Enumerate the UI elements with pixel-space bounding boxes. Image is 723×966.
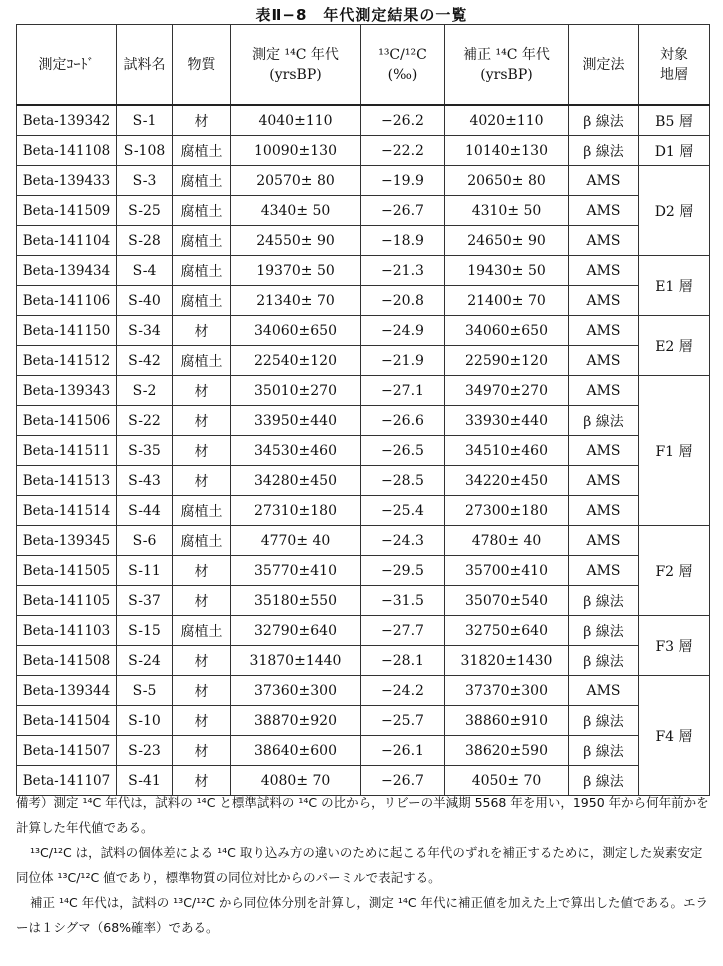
sample-cell: S-25 <box>117 196 173 226</box>
layer-cell: D2 層 <box>639 166 710 256</box>
code-cell: Beta-141105 <box>17 586 117 616</box>
code-cell: Beta-139343 <box>17 376 117 406</box>
corrected-age-cell: 35700±410 <box>445 556 569 586</box>
corrected-age-cell: 19430± 50 <box>445 256 569 286</box>
method-cell: AMS <box>569 376 639 406</box>
material-cell: 腐植土 <box>173 136 231 166</box>
d13-cell: −28.1 <box>361 646 445 676</box>
corrected-age-cell: 24650± 90 <box>445 226 569 256</box>
sample-cell: S-6 <box>117 526 173 556</box>
layer-cell: F2 層 <box>639 526 710 616</box>
corrected-age-cell: 22590±120 <box>445 346 569 376</box>
code-cell: Beta-141514 <box>17 496 117 526</box>
table-title: 表Ⅱ−8 年代測定結果の一覧 <box>255 6 468 24</box>
dating-results-table <box>16 24 710 796</box>
corrected-age-cell: 34970±270 <box>445 376 569 406</box>
d13-cell: −19.9 <box>361 166 445 196</box>
corrected-age-cell: 4780± 40 <box>445 526 569 556</box>
d13-cell: −26.7 <box>361 196 445 226</box>
d13-cell: −24.3 <box>361 526 445 556</box>
table-row <box>17 346 710 376</box>
sample-cell: S-41 <box>117 766 173 796</box>
d13-cell: −24.2 <box>361 676 445 706</box>
code-cell: Beta-141106 <box>17 286 117 316</box>
age-cell: 33950±440 <box>231 406 361 436</box>
sample-cell: S-42 <box>117 346 173 376</box>
table-row <box>17 736 710 766</box>
method-cell: AMS <box>569 496 639 526</box>
age-cell: 4040±110 <box>231 105 361 136</box>
note-3: 補正 ¹⁴C 年代は，試料の ¹³C/¹²C から同位体分別を計算し，測定 ¹⁴C 年代に補正値を加えた上で算出した値である。エラーは１シグマ（68%確率）である。 <box>16 895 709 935</box>
table-row <box>17 526 710 556</box>
header-corrected-age-unit: (yrsBP) <box>480 66 533 83</box>
sample-cell: S-43 <box>117 466 173 496</box>
age-cell: 27310±180 <box>231 496 361 526</box>
table-row <box>17 136 710 166</box>
note-1: 備考）測定 ¹⁴C 年代は，試料の ¹⁴C と標準試料の ¹⁴C の比から，リビーの半減期 5568 年を用い，1950 年から何年前かを計算した年代値である。 <box>16 795 709 835</box>
material-cell: 材 <box>173 586 231 616</box>
layer-cell: D1 層 <box>639 136 710 166</box>
header-layer-line2: 地層 <box>660 66 688 83</box>
age-cell: 4340± 50 <box>231 196 361 226</box>
material-cell: 腐植土 <box>173 526 231 556</box>
age-cell: 38870±920 <box>231 706 361 736</box>
table-row <box>17 646 710 676</box>
method-cell: β 線法 <box>569 105 639 136</box>
sample-cell: S-15 <box>117 616 173 646</box>
layer-cell: E1 層 <box>639 256 710 316</box>
table-row <box>17 166 710 196</box>
sample-cell: S-1 <box>117 105 173 136</box>
age-cell: 4770± 40 <box>231 526 361 556</box>
age-cell: 24550± 90 <box>231 226 361 256</box>
material-cell: 材 <box>173 556 231 586</box>
method-cell: β 線法 <box>569 646 639 676</box>
header-age-unit: (yrsBP) <box>269 66 322 83</box>
method-cell: AMS <box>569 676 639 706</box>
table-row <box>17 376 710 406</box>
layer-cell: E2 層 <box>639 316 710 376</box>
d13-cell: −27.7 <box>361 616 445 646</box>
d13-cell: −18.9 <box>361 226 445 256</box>
note-2: ¹³C/¹²C は，試料の個体差による ¹⁴C 取り込み方の違いのために起こる年代のずれを補正するために，測定した炭素安定同位体 ¹³C/¹²C 値であり，標準物質の同位対比からのパーミルで表記する。 <box>16 845 703 885</box>
code-cell: Beta-139342 <box>17 105 117 136</box>
table-row <box>17 196 710 226</box>
material-cell: 腐植土 <box>173 196 231 226</box>
corrected-age-cell: 4050± 70 <box>445 766 569 796</box>
d13-cell: −26.6 <box>361 406 445 436</box>
header-corrected-age-label: 補正 ¹⁴C 年代 <box>463 46 550 63</box>
code-cell: Beta-141512 <box>17 346 117 376</box>
method-cell: AMS <box>569 226 639 256</box>
header-layer <box>639 25 710 106</box>
table-row <box>17 406 710 436</box>
method-cell: AMS <box>569 196 639 226</box>
age-cell: 4080± 70 <box>231 766 361 796</box>
code-cell: Beta-141107 <box>17 766 117 796</box>
table-body <box>17 105 710 796</box>
age-cell: 31870±1440 <box>231 646 361 676</box>
header-d13 <box>361 25 445 106</box>
corrected-age-cell: 37370±300 <box>445 676 569 706</box>
corrected-age-cell: 38860±910 <box>445 706 569 736</box>
layer-cell: F3 層 <box>639 616 710 676</box>
sample-cell: S-28 <box>117 226 173 256</box>
sample-cell: S-108 <box>117 136 173 166</box>
d13-cell: −21.9 <box>361 346 445 376</box>
material-cell: 材 <box>173 766 231 796</box>
d13-cell: −21.3 <box>361 256 445 286</box>
material-cell: 腐植土 <box>173 346 231 376</box>
code-cell: Beta-141108 <box>17 136 117 166</box>
age-cell: 37360±300 <box>231 676 361 706</box>
age-cell: 22540±120 <box>231 346 361 376</box>
age-cell: 10090±130 <box>231 136 361 166</box>
header-code: 測定ｺｰﾄﾞ <box>17 25 117 106</box>
table-row <box>17 105 710 136</box>
method-cell: AMS <box>569 316 639 346</box>
code-cell: Beta-139433 <box>17 166 117 196</box>
corrected-age-cell: 4310± 50 <box>445 196 569 226</box>
sample-cell: S-35 <box>117 436 173 466</box>
header-d13-label: ¹³C/¹²C <box>378 46 427 63</box>
sample-cell: S-10 <box>117 706 173 736</box>
code-cell: Beta-141505 <box>17 556 117 586</box>
corrected-age-cell: 27300±180 <box>445 496 569 526</box>
header-age-label: 測定 ¹⁴C 年代 <box>252 46 339 63</box>
code-cell: Beta-139434 <box>17 256 117 286</box>
d13-cell: −31.5 <box>361 586 445 616</box>
layer-cell: F4 層 <box>639 676 710 796</box>
corrected-age-cell: 4020±110 <box>445 105 569 136</box>
material-cell: 腐植土 <box>173 616 231 646</box>
method-cell: AMS <box>569 166 639 196</box>
age-cell: 21340± 70 <box>231 286 361 316</box>
method-cell: AMS <box>569 436 639 466</box>
notes <box>16 790 711 940</box>
corrected-age-cell: 32750±640 <box>445 616 569 646</box>
age-cell: 34280±450 <box>231 466 361 496</box>
sample-cell: S-40 <box>117 286 173 316</box>
corrected-age-cell: 20650± 80 <box>445 166 569 196</box>
material-cell: 材 <box>173 376 231 406</box>
code-cell: Beta-141104 <box>17 226 117 256</box>
layer-cell: B5 層 <box>639 105 710 136</box>
d13-cell: −29.5 <box>361 556 445 586</box>
header-corrected-age <box>445 25 569 106</box>
age-cell: 20570± 80 <box>231 166 361 196</box>
method-cell: β 線法 <box>569 586 639 616</box>
method-cell: β 線法 <box>569 766 639 796</box>
material-cell: 材 <box>173 466 231 496</box>
material-cell: 材 <box>173 706 231 736</box>
sample-cell: S-11 <box>117 556 173 586</box>
corrected-age-cell: 21400± 70 <box>445 286 569 316</box>
table-row <box>17 676 710 706</box>
method-cell: AMS <box>569 556 639 586</box>
corrected-age-cell: 38620±590 <box>445 736 569 766</box>
material-cell: 材 <box>173 436 231 466</box>
method-cell: β 線法 <box>569 406 639 436</box>
material-cell: 腐植土 <box>173 256 231 286</box>
table-row <box>17 706 710 736</box>
d13-cell: −26.5 <box>361 436 445 466</box>
method-cell: β 線法 <box>569 706 639 736</box>
sample-cell: S-24 <box>117 646 173 676</box>
header-material: 物質 <box>173 25 231 106</box>
d13-cell: −26.1 <box>361 736 445 766</box>
method-cell: AMS <box>569 346 639 376</box>
table-row <box>17 586 710 616</box>
code-cell: Beta-141150 <box>17 316 117 346</box>
code-cell: Beta-141103 <box>17 616 117 646</box>
sample-cell: S-2 <box>117 376 173 406</box>
material-cell: 腐植土 <box>173 496 231 526</box>
sample-cell: S-3 <box>117 166 173 196</box>
material-cell: 材 <box>173 736 231 766</box>
header-method: 測定法 <box>569 25 639 106</box>
material-cell: 材 <box>173 676 231 706</box>
corrected-age-cell: 33930±440 <box>445 406 569 436</box>
age-cell: 32790±640 <box>231 616 361 646</box>
method-cell: AMS <box>569 256 639 286</box>
method-cell: AMS <box>569 286 639 316</box>
corrected-age-cell: 34060±650 <box>445 316 569 346</box>
sample-cell: S-37 <box>117 586 173 616</box>
sample-cell: S-22 <box>117 406 173 436</box>
d13-cell: −25.7 <box>361 706 445 736</box>
sample-cell: S-44 <box>117 496 173 526</box>
header-row <box>17 25 710 106</box>
code-cell: Beta-139345 <box>17 526 117 556</box>
material-cell: 腐植土 <box>173 226 231 256</box>
age-cell: 35770±410 <box>231 556 361 586</box>
age-cell: 35010±270 <box>231 376 361 406</box>
code-cell: Beta-139344 <box>17 676 117 706</box>
method-cell: AMS <box>569 466 639 496</box>
sample-cell: S-34 <box>117 316 173 346</box>
d13-cell: −28.5 <box>361 466 445 496</box>
table-row <box>17 256 710 286</box>
table-row <box>17 286 710 316</box>
corrected-age-cell: 10140±130 <box>445 136 569 166</box>
corrected-age-cell: 35070±540 <box>445 586 569 616</box>
table-row <box>17 466 710 496</box>
material-cell: 腐植土 <box>173 166 231 196</box>
table-row <box>17 616 710 646</box>
age-cell: 34530±460 <box>231 436 361 466</box>
d13-cell: −26.7 <box>361 766 445 796</box>
age-cell: 38640±600 <box>231 736 361 766</box>
material-cell: 材 <box>173 406 231 436</box>
code-cell: Beta-141511 <box>17 436 117 466</box>
d13-cell: −20.8 <box>361 286 445 316</box>
header-layer-line1: 対象 <box>660 46 688 63</box>
corrected-age-cell: 31820±1430 <box>445 646 569 676</box>
d13-cell: −26.2 <box>361 105 445 136</box>
table-row <box>17 226 710 256</box>
code-cell: Beta-141504 <box>17 706 117 736</box>
table-row <box>17 316 710 346</box>
age-cell: 19370± 50 <box>231 256 361 286</box>
corrected-age-cell: 34220±450 <box>445 466 569 496</box>
sample-cell: S-23 <box>117 736 173 766</box>
material-cell: 材 <box>173 316 231 346</box>
header-sample: 試料名 <box>117 25 173 106</box>
material-cell: 材 <box>173 646 231 676</box>
header-age <box>231 25 361 106</box>
header-d13-unit: (‰) <box>387 66 418 83</box>
age-cell: 35180±550 <box>231 586 361 616</box>
code-cell: Beta-141507 <box>17 736 117 766</box>
table-row <box>17 556 710 586</box>
d13-cell: −25.4 <box>361 496 445 526</box>
table-row <box>17 496 710 526</box>
layer-cell: F1 層 <box>639 376 710 526</box>
sample-cell: S-4 <box>117 256 173 286</box>
material-cell: 腐植土 <box>173 286 231 316</box>
corrected-age-cell: 34510±460 <box>445 436 569 466</box>
age-cell: 34060±650 <box>231 316 361 346</box>
code-cell: Beta-141506 <box>17 406 117 436</box>
method-cell: AMS <box>569 526 639 556</box>
d13-cell: −22.2 <box>361 136 445 166</box>
d13-cell: −24.9 <box>361 316 445 346</box>
method-cell: β 線法 <box>569 736 639 766</box>
code-cell: Beta-141509 <box>17 196 117 226</box>
d13-cell: −27.1 <box>361 376 445 406</box>
method-cell: β 線法 <box>569 616 639 646</box>
table-row <box>17 436 710 466</box>
code-cell: Beta-141508 <box>17 646 117 676</box>
material-cell: 材 <box>173 105 231 136</box>
method-cell: β 線法 <box>569 136 639 166</box>
code-cell: Beta-141513 <box>17 466 117 496</box>
sample-cell: S-5 <box>117 676 173 706</box>
